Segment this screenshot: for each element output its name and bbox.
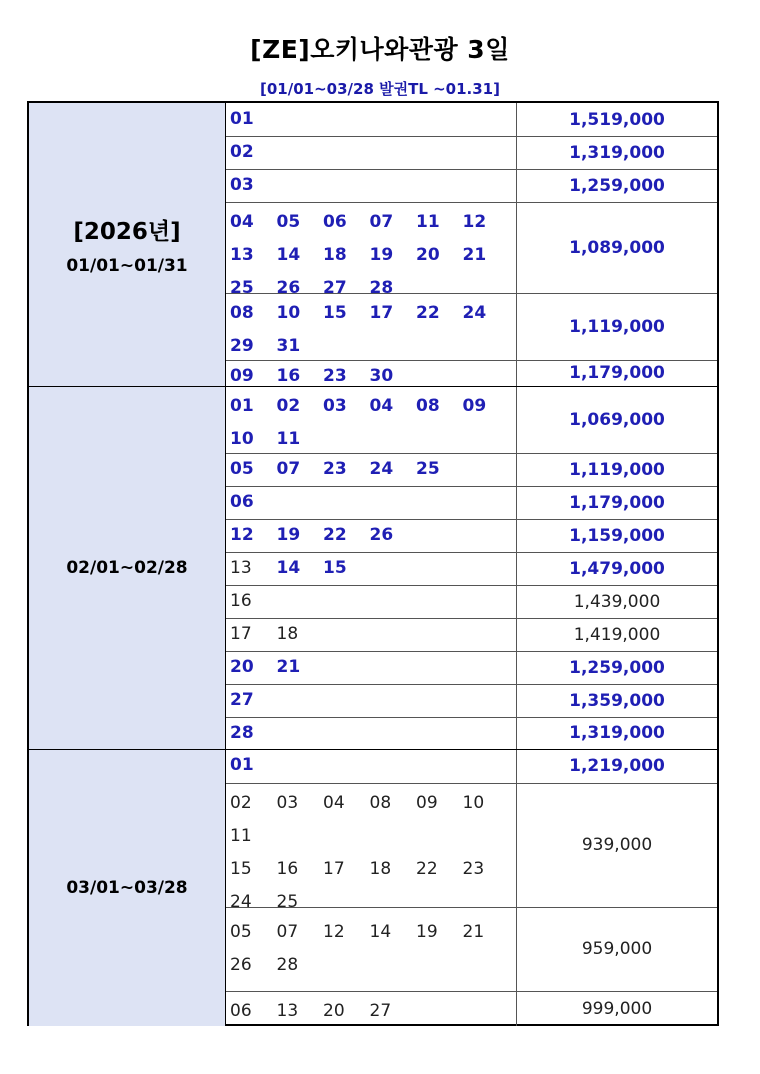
date-value: 22 [416,303,440,323]
row-divider [226,618,717,619]
date-value: 07 [369,212,394,232]
dates-cell [226,684,516,717]
period-year: [2026년] [73,219,181,245]
dates-line [230,916,516,949]
date-value: 01 [230,109,254,129]
dates-cell [226,783,516,912]
dates-line [230,949,516,982]
date-value: 12 [230,525,254,545]
dates-cell [226,169,516,202]
date-value: 16 [230,591,252,611]
row-divider [226,136,717,137]
date-value: 10 [230,429,254,449]
dates-cell [226,103,516,136]
date-value: 02 [276,396,301,416]
price-cell: 1,159,000 [516,519,717,552]
row-divider [226,991,717,992]
date-value: 26 [369,525,394,545]
dates-cell [226,136,516,169]
dates-line [230,618,516,651]
date-value: 14 [276,558,301,578]
date-value: 06 [230,1001,252,1021]
dates-line [230,519,516,552]
period-cell-jan [29,103,226,386]
date-value: 18 [323,245,347,265]
date-value: 07 [276,922,299,942]
price-cell: 939,000 [516,783,717,907]
date-value: 17 [323,859,345,879]
date-value: 19 [416,922,438,942]
date-value: 28 [230,723,254,743]
price-cell: 1,419,000 [516,618,717,651]
period-range: 01/01~01/31 [66,256,188,276]
date-value: 14 [369,922,392,942]
date-value: 20 [230,657,254,677]
date-value: 26 [230,955,252,975]
dates-line [230,169,516,202]
dates-line [230,486,516,519]
date-value: 25 [230,278,254,298]
period-divider [29,386,717,387]
dates-cell [226,907,516,991]
date-value: 21 [462,245,487,265]
date-value: 24 [369,459,394,479]
date-value: 13 [230,558,252,578]
date-value: 27 [230,690,254,710]
date-value: 24 [230,892,252,912]
row-divider [226,585,717,586]
row-divider [226,552,717,553]
date-value: 09 [462,396,487,416]
date-value: 01 [230,755,254,775]
date-value: 14 [276,245,301,265]
row-divider [226,651,717,652]
price-cell: 1,119,000 [516,453,717,486]
dates-line [230,684,516,717]
date-value: 22 [323,525,347,545]
date-value: 28 [276,955,299,975]
page-title: [ZE]오키나와관광 3일 [250,35,510,64]
date-value: 20 [416,245,440,265]
row-divider [226,783,717,784]
date-value: 03 [323,396,347,416]
row-divider [226,519,717,520]
row-divider [226,907,717,908]
date-value: 23 [323,366,347,386]
date-value: 06 [323,212,347,232]
date-value: 16 [276,366,301,386]
price-cell: 999,000 [516,991,717,1026]
date-value: 21 [276,657,301,677]
date-value: 15 [230,859,252,879]
date-value: 30 [369,366,394,386]
date-value: 08 [369,793,392,813]
price-cell: 959,000 [516,907,717,991]
date-value: 16 [276,859,299,879]
date-value: 09 [416,793,438,813]
date-value: 03 [276,793,299,813]
dates-cell [226,386,516,453]
dates-cell [226,360,516,386]
row-divider [226,293,717,294]
price-cell: 1,259,000 [516,651,717,684]
date-value: 07 [276,459,301,479]
date-value: 18 [276,624,299,644]
price-cell: 1,479,000 [516,552,717,585]
period-cell-feb [29,386,226,749]
date-value: 08 [230,303,254,323]
date-value: 23 [462,859,485,879]
price-cell: 1,319,000 [516,717,717,749]
date-value: 28 [369,278,394,298]
dates-line [230,453,516,486]
date-value: 27 [323,278,347,298]
period-cell-mar [29,749,226,1026]
dates-line [230,749,516,782]
row-divider [226,684,717,685]
price-cell: 1,359,000 [516,684,717,717]
dates-line [230,330,516,363]
date-value: 25 [416,459,440,479]
date-value: 10 [276,303,301,323]
date-value: 22 [416,859,438,879]
date-value: 25 [276,892,299,912]
dates-cell [226,585,516,618]
dates-cell [226,453,516,486]
dates-line [230,136,516,169]
dates-line [230,206,516,239]
price-cell: 1,179,000 [516,360,717,386]
date-value: 02 [230,793,252,813]
price-cell: 1,069,000 [516,386,717,453]
date-value: 05 [230,922,252,942]
price-cell: 1,179,000 [516,486,717,519]
row-divider [226,717,717,718]
price-table [27,101,719,1026]
dates-cell [226,991,516,1026]
date-value: 05 [230,459,254,479]
dates-cell [226,717,516,749]
row-divider [226,453,717,454]
price-cell: 1,089,000 [516,202,717,293]
date-value: 04 [323,793,345,813]
dates-cell [226,519,516,552]
date-value: 15 [323,558,347,578]
dates-line [230,585,516,618]
price-cell: 1,259,000 [516,169,717,202]
row-divider [226,202,717,203]
ticketing-deadline-subtitle: [01/01~03/28 발권TL ~01.31] [260,80,500,98]
date-value: 02 [230,142,254,162]
date-value: 15 [323,303,347,323]
date-value: 20 [323,1001,345,1021]
row-divider [226,360,717,361]
date-value: 11 [230,826,252,846]
dates-line [230,717,516,750]
period-range: 03/01~03/28 [66,877,188,898]
dates-cell [226,486,516,519]
dates-cell [226,651,516,684]
dates-line [230,820,516,853]
dates-line [230,239,516,272]
date-value: 04 [369,396,394,416]
dates-line [230,423,516,456]
date-value: 13 [276,1001,299,1021]
dates-cell [226,552,516,585]
date-value: 23 [323,459,347,479]
date-value: 09 [230,366,254,386]
date-value: 01 [230,396,254,416]
dates-line [230,390,516,423]
date-value: 17 [230,624,252,644]
dates-cell [226,749,516,783]
date-value: 03 [230,175,254,195]
dates-cell [226,202,516,298]
date-value: 05 [276,212,301,232]
period-range: 02/01~02/28 [66,557,188,578]
dates-line [230,103,516,136]
date-value: 06 [230,492,254,512]
date-value: 21 [462,922,485,942]
dates-line [230,995,516,1028]
date-value: 12 [462,212,487,232]
price-cell: 1,219,000 [516,749,717,783]
price-cell: 1,119,000 [516,293,717,360]
period-divider [29,749,717,750]
row-divider [226,169,717,170]
date-value: 08 [416,396,440,416]
date-value: 29 [230,336,254,356]
price-cell: 1,519,000 [516,103,717,136]
date-value: 04 [230,212,254,232]
date-value: 18 [369,859,392,879]
date-value: 24 [462,303,487,323]
dates-line [230,787,516,820]
date-value: 12 [323,922,345,942]
date-value: 27 [369,1001,392,1021]
dates-cell [226,618,516,651]
date-value: 17 [369,303,394,323]
date-value: 13 [230,245,254,265]
date-value: 11 [416,212,440,232]
date-value: 19 [369,245,394,265]
dates-line [230,651,516,684]
dates-line [230,853,516,886]
date-value: 19 [276,525,301,545]
date-value: 11 [276,429,301,449]
price-cell: 1,439,000 [516,585,717,618]
date-value: 10 [462,793,485,813]
row-divider [226,486,717,487]
date-value: 26 [276,278,301,298]
dates-line [230,552,516,585]
dates-line [230,297,516,330]
price-cell: 1,319,000 [516,136,717,169]
date-value: 31 [276,336,301,356]
dates-cell [226,293,516,360]
